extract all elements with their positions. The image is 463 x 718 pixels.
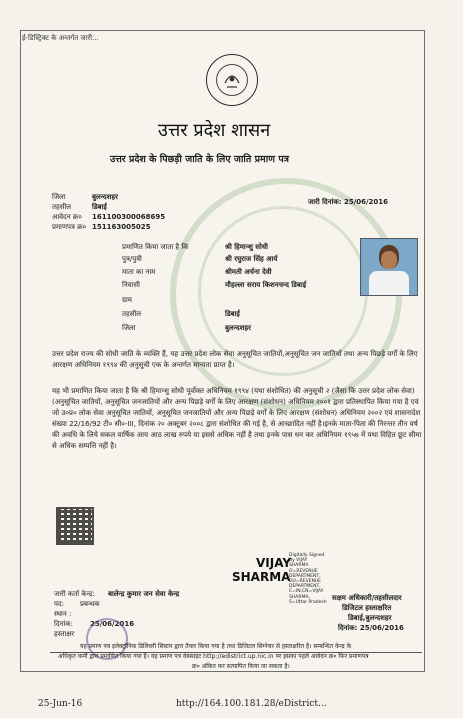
print-url-link[interactable]: http://164.100.181.28/eDistrict... [176,699,327,709]
footer-line-1: यह प्रमाण पत्र इलेक्ट्रॉनिक डिलिवरी सिस्टम द्वारा तैयार किया गया है तथा डिजिटल सिग्नेचर से हस्ताक्षरित है। सम्बन्धित केन्द्र के [80,643,352,650]
application-value: 161100300068695 [92,213,166,221]
digital-signed-label: डिजिटल हस्ताक्षरित [342,604,392,612]
mother-label: माता का नाम [122,268,156,276]
father-name: श्री रघुराज सिंह आर्य [225,255,278,263]
authority-location: डिबाई,बुलन्दशहर [348,614,392,622]
village-label: ग्राम [122,296,132,304]
footer-line-2: अधिकृत कर्मी द्वारा प्रमाणित किया गया है। यह प्रमाण पत्र वेबसाइट http://edistrict.up.nic.in पर इसका पहले आवेदन क्र० फिर प्रमाणपत्र [58,653,369,660]
issue-date: जारी दिनांक: 25/06/2016 [308,198,389,206]
applicant-photo [360,238,418,296]
issuer-post-value: प्रबन्धक [80,600,100,608]
top-note: ई-डिस्ट्रिक्ट के अन्तर्गत जारी... [22,34,99,42]
person-tehsil-label: तहसील [122,310,141,318]
issuer-centre-label: जारी कर्ता केन्द्र: [54,590,95,598]
tehsil-label: तहसील [52,203,71,211]
signer-name-line1: VIJAY [256,556,292,570]
issuer-place-label: स्थान : [54,610,72,618]
certified-label: प्रमाणित किया जाता है कि [122,243,189,251]
certificate-number-value: 151163005025 [92,223,151,231]
state-emblem-icon [206,54,258,106]
tehsil-value: डिबाई [92,203,107,211]
certificate-subtitle: उत्तर प्रदेश के पिछड़ी जाति के लिए जाति प्रमाण पत्र [110,154,289,165]
page-title: उत्तर प्रदेश शासन [158,120,271,141]
resident-label: निवासी [122,281,140,289]
certification-paragraph: यह भी प्रमाणित किया जाता है कि श्री हिमान्शु सोधी पूर्वोक्त अधिनियम १९९४ (यथा संशोधित) की अनुसूची २ (जैसा कि उत्तर प्रदेश लोक सेवा)(अनुसूचित जातियों, अनुसूचित जनजातियों और अन्य पिछड़े वर्गों के लिए आरक्षण (संशोधन) अधिनियम २००१ द्वारा प्रतिस्थापित किया गया है एवं जो उ०प्र० लोक सेवा अनुसूचित जातियों, अनुसूचित जनजातियों और अन्य पिछड़े वर्गों के लिए आरक्षण (संशोधन) अधिनियम २००२ एवं शासनादेश संख्या 22/16/92 टी० सी०-III, दिनांक २० अक्टूबर २००८ द्वारा संशोधित की गई है, से आच्छादित नहीं है।इनके माता-पिता की निरन्तर तीन वर्ष की अवधि के लिये सकल वार्षिक आय आठ लाख रुपये या इससे अधिक नहीं है तथा इनके पास धन कर अधिनियम १९५७ में यथा विहित छूट सीमा से अधिक सम्पत्ति नहीं है। [52,386,422,451]
person-district-label: जिला [122,324,136,332]
issuer-sign-label: हस्ताक्षर [54,630,75,638]
caste-statement: उत्तर प्रदेश राज्य की सोधी जाति के व्यक्ति हैं, यह उत्तर प्रदेश लोक सेवा अनुसूचित जातियों,अनुसूचित जन जातियों तथा अन्य पिछड़े वर्गों के लिए आरक्षण अधिनियम १९९४ की अनुसूची एक के अन्तर्गत मान्यता प्राप्त है। [52,349,418,370]
authority-date: दिनांक: 25/06/2016 [338,624,404,632]
person-district-value: बुलन्दशहर [225,324,251,332]
issuer-post-label: पद: [54,600,65,608]
resident-value: मौहल्ला सराय किशनचन्द डिबाई [225,281,307,289]
certified-name: श्री हिमान्शु सोधी [225,243,268,251]
qr-code-icon [56,507,94,545]
issuer-date-label: दिनांक: [54,620,73,628]
footer-line-3: क्र० अंकित कर सत्यापित किया जा सकता है। [192,663,290,670]
district-value: बुलन्दशहर [92,193,118,201]
digital-signature-details: Digitally Signed By VIJAY SHARMA O=REVENUE DEPARTMENT, OU=REVENUE DEPARTMENT, C=IN,CN=VIJAY SHARMA, S=Uttar Pradesh [289,553,327,605]
application-label: आवेदन क्र० [52,213,82,221]
print-date: 25-Jun-16 [38,699,83,709]
father-label: पुत्र/पुत्री [122,255,142,263]
authority-title: सक्षम अधिकारी/तहसीलदार [332,594,402,602]
certificate-number-label: प्रमाणपत्र क्र० [52,223,87,231]
issuer-date-value: 25/06/2016 [90,620,135,628]
person-tehsil-value: डिबाई [225,310,240,318]
signer-name-line2: SHARMA [232,570,291,584]
issuer-centre-value: बालेन्द्र कुमार जन सेवा केन्द्र [108,590,180,598]
mother-name: श्रीमती अर्चना देवी [225,268,272,276]
district-label: जिला [52,193,66,201]
